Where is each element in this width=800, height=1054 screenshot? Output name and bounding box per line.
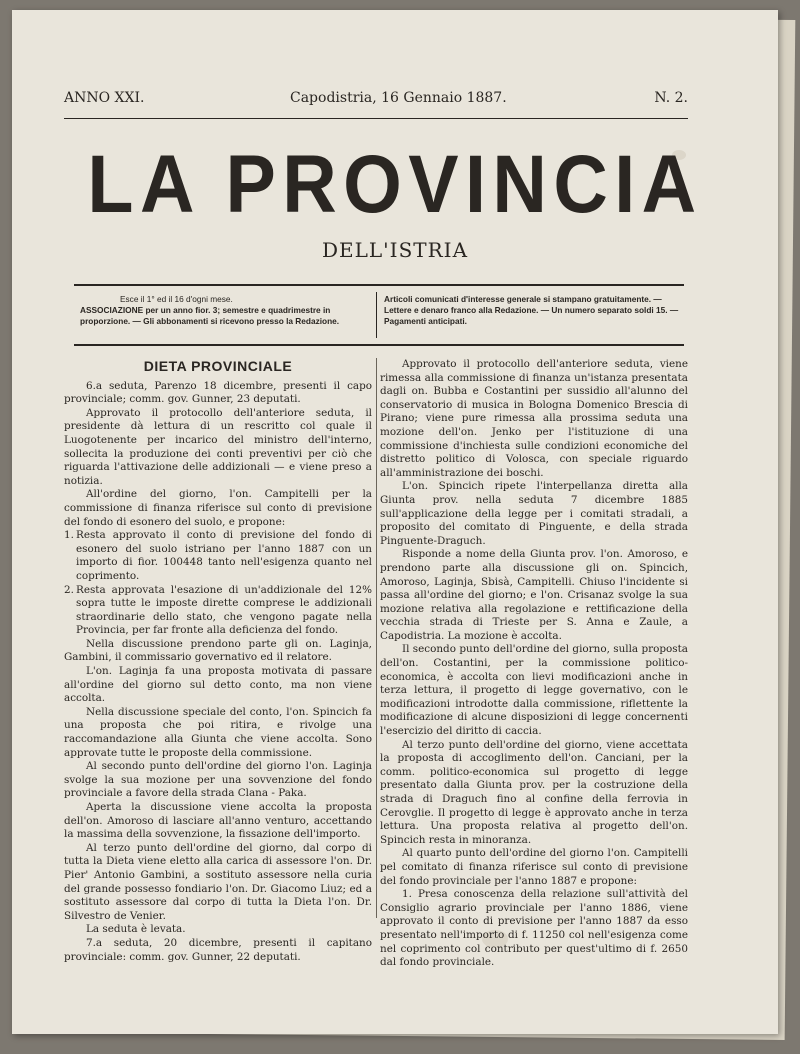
masthead-rule bbox=[64, 118, 688, 119]
subscription-info bbox=[80, 294, 372, 327]
newspaper-subtitle: DELL'ISTRIA bbox=[321, 238, 469, 262]
article-paragraph: Al terzo punto dell'ordine del giorno, dal corpo di tutta la Dieta viene eletto alla carica di assessore l'on. Dr. Pier' Antonio Gambini, a sostituto assessore nella curia del grande possesso fondiario l'on. Dr. Giacomo Liuz; ed a sostituto assessore dal corpo di tutta la Dieta l'on. Dr. Silvestro de Venier. bbox=[64, 841, 372, 922]
issue-year: ANNO XXI. bbox=[64, 90, 145, 106]
article-column-right bbox=[380, 358, 688, 970]
article-paragraph: Risponde a nome della Giunta prov. l'on. Amoroso, e prendono parte alla discussione gli on. Spincich, Amoroso, Laginja, Sbisà, Campitelli. Chiuso l'incidente si passa all'ordine del giorno; e l'on. Crisanaz svolge la sua mozione relativa alla regolazione e rettificazione della vecchia strada di Trieste per S. Anna e Zaule, a Capodistria. La mozione è accolta. bbox=[380, 548, 688, 642]
place-date: Capodistria, 16 Gennaio 1887. bbox=[290, 90, 507, 106]
article-paragraph: 1. Presa conoscenza della relazione sull'attività del Consiglio agrario provinciale per l'anno 1886, viene approvato il conto di previsione per l'anno 1887 da esso presentato nell'importo di f. 11250 col nell'esigenza come nel coprimento col contributo per quest'ultimo di f. 2650 dal fondo provinciale. bbox=[380, 888, 688, 969]
article-paragraph: L'on. Spincich ripete l'interpellanza diretta alla Giunta prov. nella seduta 7 dicembre 1885 sull'applicazione della legge per i comitati stradali, a proposito del comitato di Pinguente, e della strada Pinguente-Draguch. bbox=[380, 480, 688, 547]
article-paragraph: 2. Resta approvata l'esazione di un'addizionale del 12% sopra tutte le imposte dirette comprese le addizionali straordinarie dello stato, che vengono pagate nella Provincia, per far fronte alla deficienza del fondo. bbox=[64, 583, 372, 637]
article-paragraph: Nella discussione speciale del conto, l'on. Spincich fa una proposta che poi ritira, e rivolge una raccomandazione alla Giunta che viene accolta. Sono approvate tutte le proposte della commissione. bbox=[64, 705, 372, 759]
newspaper-title: LA PROVINCIA bbox=[87, 139, 703, 230]
article-paragraph: Nella discussione prendono parte gli on. Laginja, Gambini, il commissario governativo ed il relatore. bbox=[64, 637, 372, 664]
editorial-notice-text: Articoli comunicati d'interesse generale si stampano gratuitamente. — Lettere e denaro franco alla Redazione. — Un numero separato soldi 15. — Pagamenti anticipati. bbox=[384, 294, 679, 326]
editorial-notice bbox=[384, 294, 680, 327]
article-paragraph: La seduta è levata. bbox=[86, 923, 186, 936]
article-column-left bbox=[64, 358, 372, 964]
section-heading: DIETA PROVINCIALE bbox=[143, 358, 293, 374]
article-paragraph: L'on. Laginja fa una proposta motivata di passare all'ordine del giorno sul detto conto, ma non viene accolta. bbox=[64, 665, 372, 705]
article-paragraph: All'ordine del giorno, l'on. Campitelli per la commissione di finanza riferisce sul conto di previsione del fondo di esonero del suolo, e propone: bbox=[64, 488, 372, 528]
subscription-info-box bbox=[74, 284, 684, 346]
article-paragraph: Il secondo punto dell'ordine del giorno, sulla proposta dell'on. Costantini, per la commissione politico-economica, è accolta con lievi modificazioni anche in terza lettura, il progetto di legge governativo, con le modificazioni introdotte dalla commissione, riflettente la modificazione di alcune disposizioni di legge concernenti l'esercizio del diritto di caccia. bbox=[380, 643, 688, 738]
article-paragraph: 7.a seduta, 20 dicembre, presenti il capitano provinciale: comm. gov. Gunner, 22 deputati. bbox=[64, 936, 372, 963]
info-divider bbox=[376, 292, 377, 338]
article-paragraph: Al secondo punto dell'ordine del giorno l'on. Laginja svolge la sua mozione per una sovvenzione del fondo provinciale a favore della strada Clana - Paka. bbox=[64, 760, 372, 800]
issue-number: N. 2. bbox=[654, 90, 688, 106]
subscription-terms: ASSOCIAZIONE per un anno fior. 3; semestre e quadrimestre in proporzione. — Gli abbonamenti si ricevono presso la Redazione. bbox=[80, 305, 340, 326]
column-divider bbox=[376, 358, 377, 918]
article-paragraph: 6.a seduta, Parenzo 18 dicembre, presenti il capo provinciale; comm. gov. Gunner, 23 deputati. bbox=[64, 379, 372, 406]
article-paragraph: Approvato il protocollo dell'anteriore seduta, viene rimessa alla commissione di finanza un'istanza presentata dagli on. Bubba e Costantini per sussidio all'alunno del conservatorio di musica in Bologna Domenico Brescia di Pirano; viene pure rimessa alla prossima seduta una mozione dell'on. Jenko per l'istituzione di una commissione d'inchiesta sulle condizioni economiche del distretto politico di Volosca, con speciale riguardo all'amministrazione dei boschi. bbox=[380, 358, 688, 479]
newspaper-page bbox=[12, 10, 778, 1034]
masthead-row bbox=[64, 90, 688, 120]
publication-frequency: Esce il 1° ed il 16 d'ogni mese. bbox=[120, 294, 233, 304]
article-paragraph: 1. Resta approvato il conto di previsione del fondo di esonero del suolo istriano per l'anno 1887 con un importo di fior. 100448 tanto nell'esigenza quanto nel coprimento. bbox=[64, 529, 372, 582]
article-paragraph: Al quarto punto dell'ordine del giorno l'on. Campitelli pel comitato di finanza riferisce sul conto di previsione del fondo provinciale per l'anno 1887 e propone: bbox=[380, 847, 688, 887]
article-paragraph: Al terzo punto dell'ordine del giorno, viene accettata la proposta di accoglimento dell'on. Canciani, per la comm. politico-economica sul progetto di legge presentato dalla Giunta prov. per la costruzione della strada di Draguch fino al confine della ferrovia in Cerovglie. Il progetto di legge è approvato anche in terza lettura. Una proposta relativa al progetto dell'on. Spincich resta in minoranza. bbox=[380, 738, 688, 846]
article-paragraph: Aperta la discussione viene accolta la proposta dell'on. Amoroso di lasciare all'anno venturo, accettando la massima della sovvenzione, la fissazione dell'importo. bbox=[64, 801, 372, 841]
article-paragraph: Approvato il protocollo dell'anteriore seduta, il presidente dà lettura di un rescritto col quale il Luogotenente per incarico del ministro dell'interno, sollecita la produzione dei conti preventivi per ciò che riguarda l'attivazione delle addizionali — e viene preso a notizia. bbox=[64, 406, 372, 487]
